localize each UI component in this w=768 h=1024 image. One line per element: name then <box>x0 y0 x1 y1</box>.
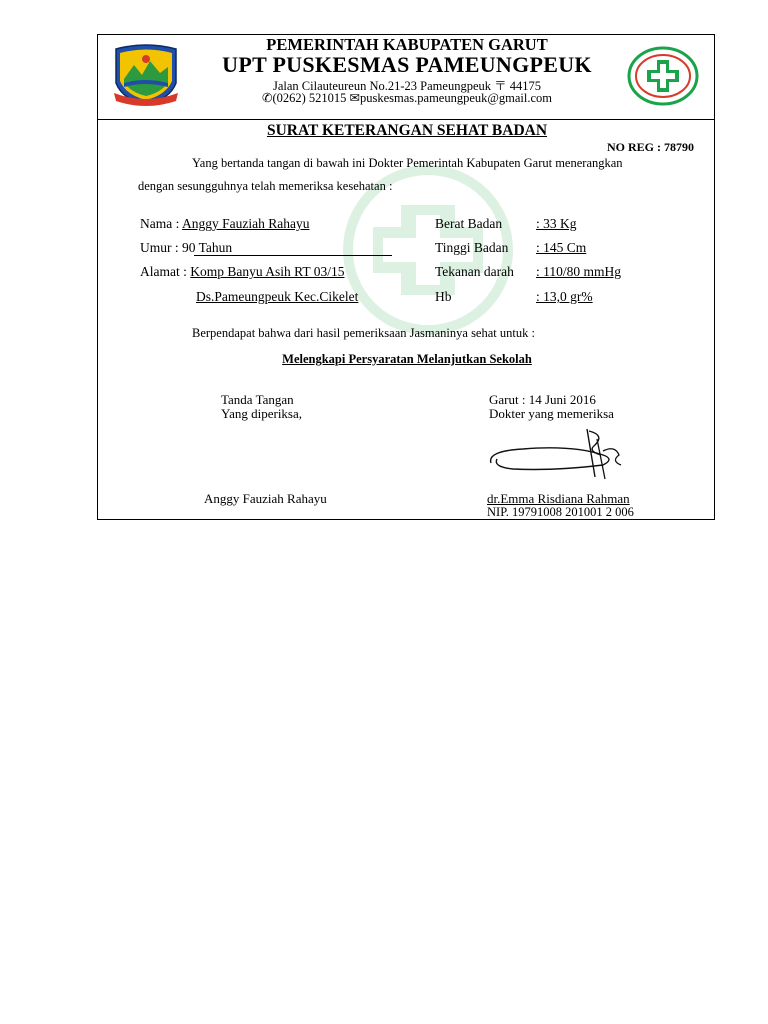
email-address: puskesmas.pameungpeuk@gmail.com <box>360 91 553 105</box>
phone-icon: ✆ <box>261 91 273 105</box>
patient-printed-name: Anggy Fauziah Rahayu <box>204 491 327 506</box>
patient-sign-line-2: Yang diperiksa, <box>221 406 303 421</box>
patient-age-row <box>140 240 232 256</box>
postal-code: 44175 <box>506 79 542 93</box>
weight-value: : 33 Kg <box>536 216 577 231</box>
letterhead <box>98 35 714 120</box>
puskesmas-logo <box>626 44 700 108</box>
hb-value: : 13,0 gr% <box>536 289 593 304</box>
opinion-text: Berpendapat bahwa dari hasil pemeriksaan Jasmaninya sehat untuk : <box>192 326 535 340</box>
patient-address-value-1: Komp Banyu Asih RT 03/15 <box>190 264 345 279</box>
institution-name: UPT PUSKESMAS PAMEUNGPEUK <box>222 52 592 77</box>
patient-sign-line-1: Tanda Tangan <box>221 392 294 407</box>
patient-age-value: 90 Tahun <box>182 240 233 255</box>
blood-pressure-label: Tekanan darah <box>435 264 514 279</box>
certificate-purpose: Melengkapi Persyaratan Melanjutkan Sekolah <box>282 352 532 366</box>
doctor-signature <box>483 425 633 483</box>
weight-label: Berat Badan <box>435 216 503 231</box>
patient-address-row <box>140 264 344 280</box>
registration-number: NO REG : 78790 <box>607 140 694 154</box>
patient-name-label: Nama : <box>140 216 182 231</box>
postal-icon: 〒 <box>494 79 507 93</box>
doctor-sign-caption: Dokter yang memeriksa <box>489 406 614 421</box>
envelope-icon: ✉ <box>349 91 360 105</box>
blood-pressure-value: : 110/80 mmHg <box>536 264 622 279</box>
intro-line-2: dengan sesungguhnya telah memeriksa kesehatan : <box>138 179 393 193</box>
hb-label: Hb <box>435 289 452 304</box>
age-underline <box>194 255 392 256</box>
issue-place-date: Garut : 14 Juni 2016 <box>489 392 596 407</box>
address-text: Jalan Cilauteureun No.21-23 Pameungpeuk <box>272 79 495 93</box>
height-label: Tinggi Badan <box>435 240 509 255</box>
phone-number: (0262) 521015 <box>272 91 350 105</box>
government-name: PEMERINTAH KABUPATEN GARUT <box>266 35 548 54</box>
height-value: : 145 Cm <box>536 240 587 255</box>
patient-age-label: Umur : <box>140 240 182 255</box>
certificate-frame <box>97 34 715 520</box>
contact-line <box>98 90 716 106</box>
patient-address-label: Alamat : <box>140 264 191 279</box>
patient-name-row <box>140 216 309 232</box>
patient-address-value-2: Ds.Pameungpeuk Kec.Cikelet <box>196 289 359 304</box>
doctor-nip: NIP. 19791008 201001 2 006 <box>487 505 634 519</box>
patient-name-value: Anggy Fauziah Rahayu <box>182 216 310 231</box>
certificate-title: SURAT KETERANGAN SEHAT BADAN <box>266 122 548 139</box>
doctor-name: dr.Emma Risdiana Rahman <box>487 491 630 506</box>
intro-line-1: Yang bertanda tangan di bawah ini Dokter Pemerintah Kabupaten Garut menerangkan <box>192 156 623 170</box>
